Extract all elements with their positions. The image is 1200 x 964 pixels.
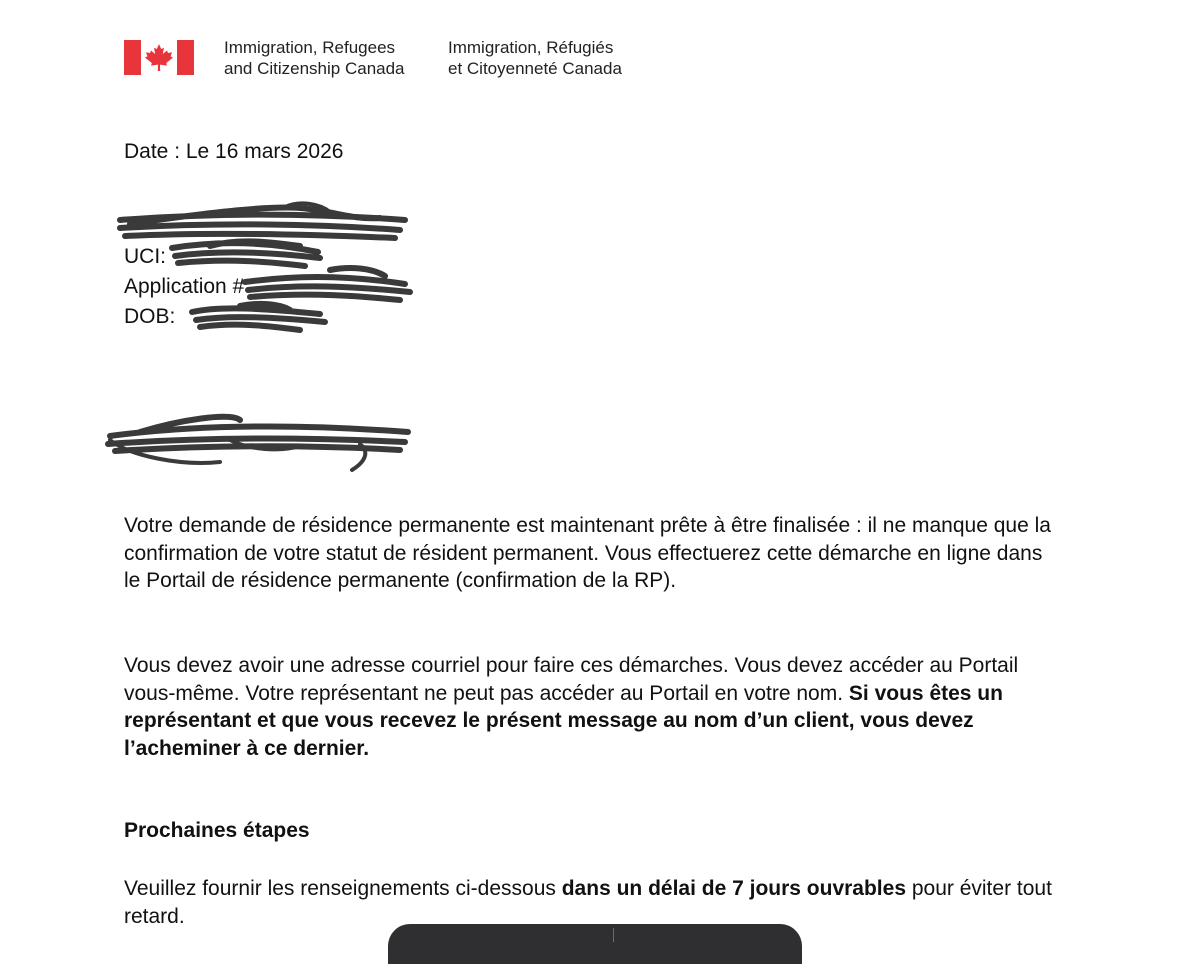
paragraph-email-text: Vous devez avoir une adresse courriel pour faire ces démarches. Vous devez accéder au Portail vous-même. Votre représentant ne peut pas accéder au Portail en votre nom.	[124, 654, 1019, 705]
canada-flag-icon	[124, 40, 194, 75]
next-steps-heading: Prochaines étapes	[124, 819, 310, 842]
deadline-bold: dans un délai de 7 jours ouvrables	[561, 877, 906, 900]
department-fr-line1: Immigration, Réfugiés	[448, 38, 614, 57]
department-name-french	[448, 37, 622, 79]
bottom-toolbar[interactable]	[388, 924, 802, 964]
paragraph-email-requirement	[124, 652, 1064, 762]
deadline-text-start: Veuillez fournir les renseignements ci-dessous	[124, 877, 556, 900]
department-name-english	[224, 37, 405, 79]
reference-block	[124, 242, 244, 332]
department-en-line2: and Citizenship Canada	[224, 59, 405, 78]
department-en-line1: Immigration, Refugees	[224, 38, 396, 57]
dob-label: DOB:	[124, 305, 176, 328]
deadline-text-end: pour éviter tout retard.	[124, 877, 1052, 928]
paragraph-ready: Votre demande de résidence permanente est maintenant prête à être finalisée : il ne manque que la confirmation de votre statut de résident permanent. Vous effectuerez cette démarche en ligne dans le Portail de résidence permanente (confirmation de la RP).	[124, 514, 1051, 592]
paragraph-deadline	[124, 875, 1064, 930]
letter-date: Date : Le 16 mars 2026	[124, 140, 344, 163]
paragraph-representant-notice: Si vous êtes un représentant et que vous recevez le présent message au nom d’un client, vous devez l’acheminer à ce dernier.	[124, 681, 1003, 760]
toolbar-divider	[613, 928, 614, 942]
application-label: Application #	[124, 275, 245, 298]
department-fr-line2: et Citoyenneté Canada	[448, 59, 622, 78]
uci-label: UCI:	[124, 245, 166, 268]
